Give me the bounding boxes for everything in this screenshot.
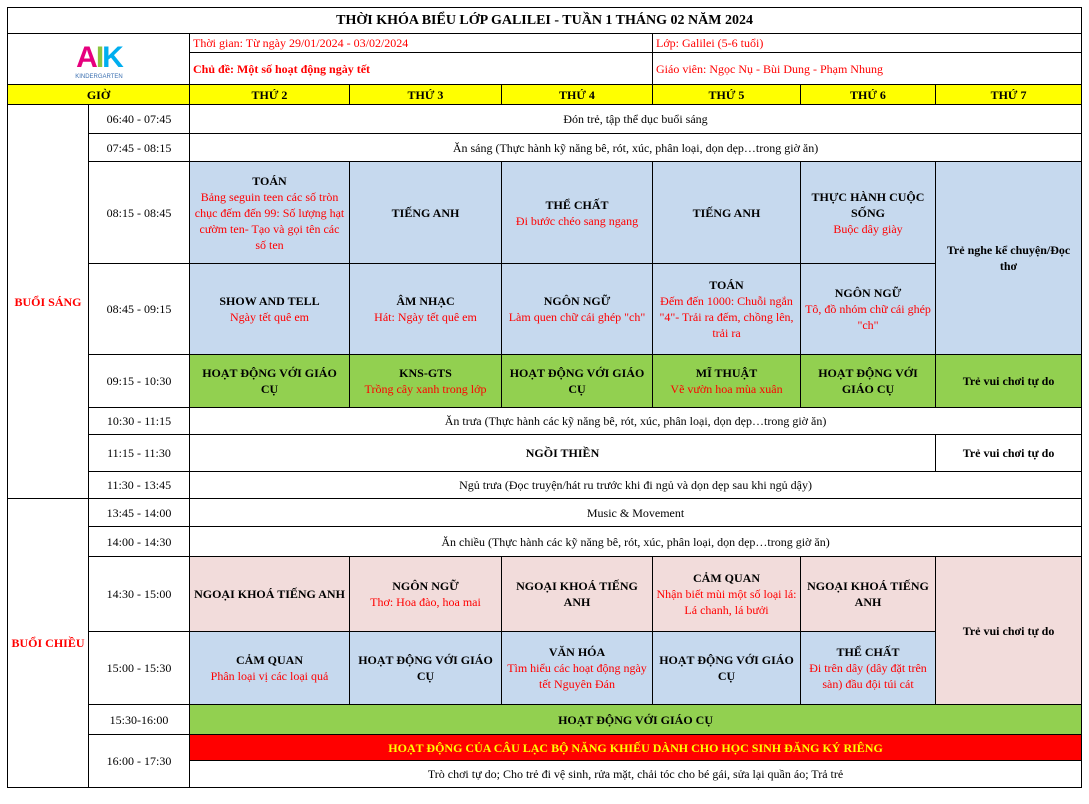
lesson-cell bbox=[190, 355, 350, 408]
header-day: THỨ 2 bbox=[190, 85, 350, 105]
lesson-subject: NGOẠI KHOÁ TIẾNG ANH bbox=[807, 579, 929, 609]
lesson-cell bbox=[653, 264, 801, 355]
logo-letter-i: I bbox=[95, 41, 102, 74]
time-slot: 07:45 - 08:15 bbox=[89, 134, 190, 162]
lesson-desc: Đi bước chéo sang ngang bbox=[515, 213, 639, 228]
lesson-subject: HOẠT ĐỘNG VỚI GIÁO CỤ bbox=[818, 366, 918, 396]
lesson-desc: Ngày tết quê em bbox=[230, 310, 309, 324]
saturday-story-cell: Trẻ nghe kể chuyện/Đọc thơ bbox=[936, 162, 1082, 355]
lesson-cell bbox=[502, 162, 653, 264]
full-row-activity: Ăn sáng (Thực hành kỹ năng bê, rót, xúc, phân loại, dọn dẹp…trong giờ ăn) bbox=[190, 134, 1082, 162]
date-range: Thời gian: Từ ngày 29/01/2024 - 03/02/2024 bbox=[190, 34, 653, 53]
lesson-desc: Nhận biết mùi một số loại lá: Lá chanh, lá bưởi bbox=[656, 587, 797, 617]
meditation-cell: NGỒI THIỀN bbox=[190, 435, 936, 472]
lesson-subject: HOẠT ĐỘNG VỚI GIÁO CỤ bbox=[509, 366, 645, 396]
full-row-activity: Trò chơi tự do; Cho trẻ đi vệ sinh, rửa mặt, chải tóc cho bé gái, sửa lại quần áo; Trả trẻ bbox=[190, 761, 1082, 788]
lesson-cell bbox=[190, 264, 350, 355]
lesson-subject: NGÔN NGỮ bbox=[392, 579, 459, 593]
time-slot: 15:00 - 15:30 bbox=[89, 632, 190, 705]
lesson-desc: Đi trên dây (dây đặt trên sàn) đầu đội túi cát bbox=[809, 661, 927, 691]
lesson-cell bbox=[653, 557, 801, 632]
timetable bbox=[7, 7, 1082, 788]
lesson-subject: HOẠT ĐỘNG VỚI GIÁO CỤ bbox=[358, 653, 493, 683]
logo-caption: KINDERGARTEN bbox=[74, 74, 123, 80]
lesson-cell bbox=[801, 264, 936, 355]
lesson-desc: Hát: Ngày tết quê em bbox=[374, 310, 477, 324]
lesson-cell bbox=[502, 355, 653, 408]
lesson-subject: TIẾNG ANH bbox=[391, 205, 460, 220]
lesson-desc: Làm quen chữ cái ghép "ch" bbox=[508, 310, 646, 324]
time-slot: 11:15 - 11:30 bbox=[89, 435, 190, 472]
lesson-cell bbox=[653, 162, 801, 264]
lesson-subject: NGOẠI KHOÁ TIẾNG ANH bbox=[516, 579, 638, 609]
manipulative-activity-row: HOẠT ĐỘNG VỚI GIÁO CỤ bbox=[190, 705, 1082, 735]
lesson-cell bbox=[653, 355, 801, 408]
time-slot: 14:30 - 15:00 bbox=[89, 557, 190, 632]
session-morning: BUỔI SÁNG bbox=[8, 105, 89, 499]
header-day: THỨ 5 bbox=[653, 85, 801, 105]
lesson-subject: NGOẠI KHOÁ TIẾNG ANH bbox=[194, 587, 345, 601]
lesson-subject: NGÔN NGỮ bbox=[834, 286, 902, 300]
full-row-activity: Ăn trưa (Thực hành các kỹ năng bê, rót, xúc, phân loại, dọn dẹp…trong giờ ăn) bbox=[190, 408, 1082, 435]
lesson-subject: CẢM QUAN bbox=[693, 571, 760, 585]
lesson-subject: TOÁN bbox=[252, 173, 287, 188]
lesson-subject: HOẠT ĐỘNG VỚI GIÁO CỤ bbox=[202, 366, 337, 396]
logo-letter-a: A bbox=[75, 41, 96, 74]
lesson-cell bbox=[801, 355, 936, 408]
logo-letter-k: K bbox=[101, 41, 122, 74]
lesson-subject: SHOW AND TELL bbox=[219, 294, 320, 308]
club-activity-banner: HOẠT ĐỘNG CỦA CÂU LẠC BỘ NĂNG KHIẾU DÀNH CHO HỌC SINH ĐĂNG KÝ RIÊNG bbox=[190, 735, 1082, 761]
full-row-activity: Ngủ trưa (Đọc truyện/hát ru trước khi đi ngủ và dọn dẹp sau khi ngủ dậy) bbox=[190, 472, 1082, 499]
lesson-cell bbox=[350, 162, 502, 264]
lesson-cell bbox=[350, 355, 502, 408]
logo-cell bbox=[8, 34, 190, 85]
lesson-cell bbox=[190, 557, 350, 632]
header-time: GIỜ bbox=[8, 85, 190, 105]
lesson-subject: THỰC HÀNH CUỘC SỐNG bbox=[811, 189, 925, 220]
lesson-subject: MĨ THUẬT bbox=[695, 366, 758, 380]
lesson-desc: Phân loại vị các loại quả bbox=[210, 669, 329, 683]
header-day: THỨ 7 bbox=[936, 85, 1082, 105]
time-slot: 06:40 - 07:45 bbox=[89, 105, 190, 134]
time-slot: 14:00 - 14:30 bbox=[89, 527, 190, 557]
lesson-subject: NGÔN NGỮ bbox=[543, 294, 611, 308]
time-slot: 10:30 - 11:15 bbox=[89, 408, 190, 435]
header-day: THỨ 4 bbox=[502, 85, 653, 105]
lesson-cell bbox=[801, 162, 936, 264]
time-slot: 08:15 - 08:45 bbox=[89, 162, 190, 264]
lesson-subject: HOẠT ĐỘNG VỚI GIÁO CỤ bbox=[659, 653, 794, 683]
class-name: Lớp: Galilei (5-6 tuổi) bbox=[653, 34, 1082, 53]
svg-text:AIK bbox=[76, 41, 124, 74]
lesson-cell bbox=[801, 632, 936, 705]
lesson-cell bbox=[350, 264, 502, 355]
lesson-cell bbox=[350, 557, 502, 632]
lesson-subject: ÂM NHẠC bbox=[396, 294, 455, 308]
timetable-sheet bbox=[7, 7, 1081, 792]
lesson-cell bbox=[350, 632, 502, 705]
header-row bbox=[8, 85, 1082, 105]
lesson-subject: THỂ CHẤT bbox=[545, 197, 609, 212]
lesson-desc: Đếm đến 1000: Chuỗi ngắn "4"- Trải ra đếm, chồng lên, trải ra bbox=[659, 294, 794, 340]
header-day: THỨ 6 bbox=[801, 85, 936, 105]
lesson-desc: Trồng cây xanh trong lớp bbox=[364, 382, 487, 396]
lesson-cell bbox=[801, 557, 936, 632]
lesson-cell bbox=[190, 632, 350, 705]
theme: Chủ đề: Một số hoạt động ngày tết bbox=[190, 53, 653, 85]
lesson-subject: TOÁN bbox=[709, 278, 744, 292]
lesson-cell bbox=[653, 632, 801, 705]
lesson-subject: CẢM QUAN bbox=[236, 653, 303, 667]
time-slot: 11:30 - 13:45 bbox=[89, 472, 190, 499]
full-row-activity: Music & Movement bbox=[190, 499, 1082, 527]
lesson-desc: Tô, đồ nhóm chữ cái ghép "ch" bbox=[805, 302, 931, 332]
lesson-subject: TIẾNG ANH bbox=[692, 205, 761, 220]
lesson-desc: Tìm hiểu các hoạt động ngày tết Nguyên Đán bbox=[507, 661, 647, 691]
session-afternoon: BUỔI CHIỀU bbox=[8, 499, 89, 788]
lesson-subject: THỂ CHẤT bbox=[836, 645, 900, 659]
saturday-free-play: Trẻ vui chơi tự do bbox=[936, 435, 1082, 472]
lesson-desc: Vẽ vườn hoa mùa xuân bbox=[670, 382, 783, 396]
lesson-cell bbox=[502, 632, 653, 705]
lesson-subject: VĂN HÓA bbox=[548, 645, 606, 659]
lesson-cell bbox=[936, 355, 1082, 408]
lesson-desc: Thơ: Hoa đào, hoa mai bbox=[370, 595, 481, 609]
time-slot: 13:45 - 14:00 bbox=[89, 499, 190, 527]
aik-logo-icon bbox=[59, 37, 139, 81]
full-row-activity: Đón trẻ, tập thể dục buổi sáng bbox=[190, 105, 1082, 134]
time-slot: 08:45 - 09:15 bbox=[89, 264, 190, 355]
lesson-subject: Trẻ vui chơi tự do bbox=[962, 374, 1055, 388]
saturday-free-play: Trẻ vui chơi tự do bbox=[936, 557, 1082, 705]
lesson-subject: KNS-GTS bbox=[399, 366, 452, 380]
lesson-desc: Bảng seguin teen các số tròn chục đếm đến 99: Số lượng hạt cườm ten- Tạo và gọi tên các số ten bbox=[194, 189, 345, 252]
time-slot: 16:00 - 17:30 bbox=[89, 735, 190, 788]
school-logo bbox=[11, 37, 186, 81]
time-slot: 15:30-16:00 bbox=[89, 705, 190, 735]
teachers: Giáo viên: Ngọc Nụ - Bùi Dung - Phạm Nhung bbox=[653, 53, 1082, 85]
lesson-cell bbox=[502, 557, 653, 632]
header-day: THỨ 3 bbox=[350, 85, 502, 105]
lesson-desc: Buộc dây giày bbox=[833, 221, 903, 236]
time-slot: 09:15 - 10:30 bbox=[89, 355, 190, 408]
page-title: THỜI KHÓA BIỂU LỚP GALILEI - TUẦN 1 THÁNG 02 NĂM 2024 bbox=[8, 8, 1082, 34]
full-row-activity: Ăn chiều (Thực hành các kỹ năng bê, rót, xúc, phân loại, dọn dẹp…trong giờ ăn) bbox=[190, 527, 1082, 557]
lesson-cell bbox=[190, 162, 350, 264]
lesson-cell bbox=[502, 264, 653, 355]
